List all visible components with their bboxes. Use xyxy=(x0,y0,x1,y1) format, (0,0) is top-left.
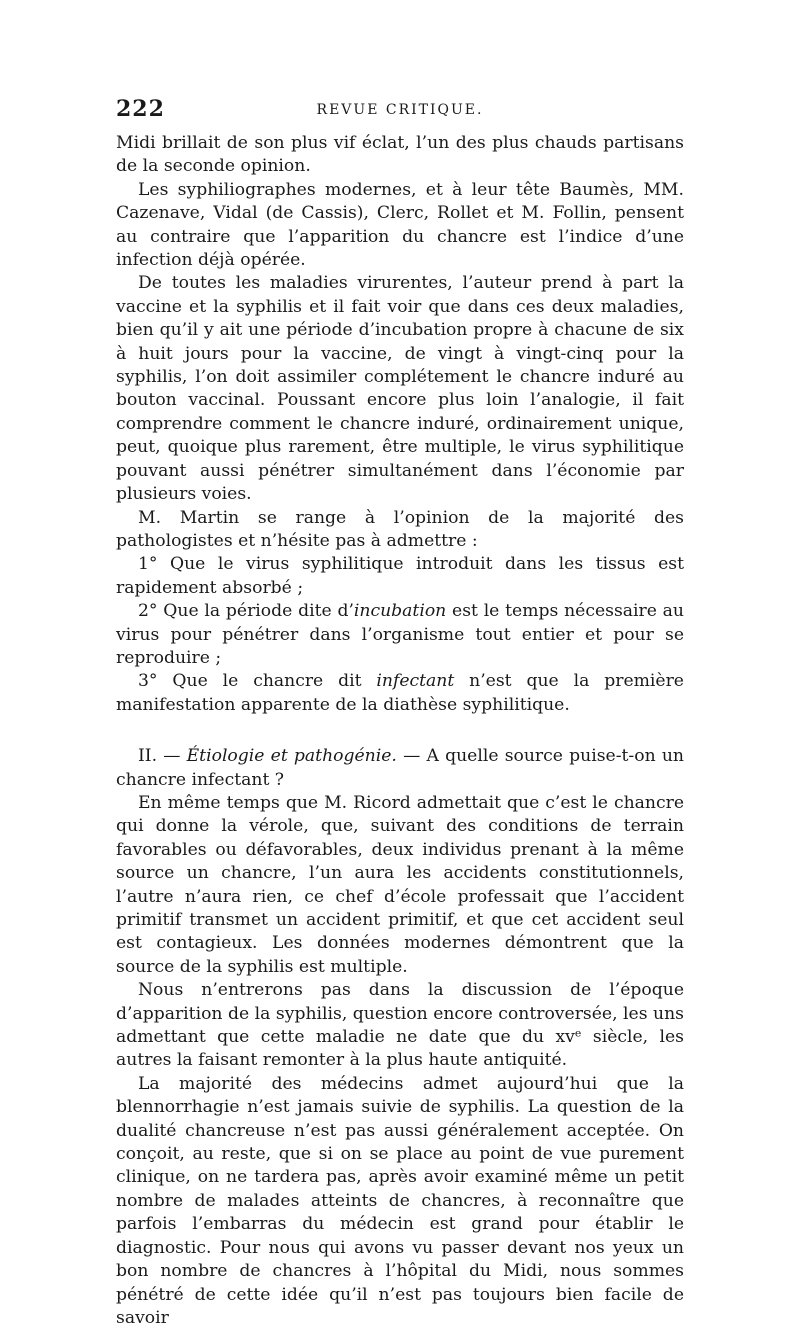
page-header xyxy=(116,96,684,132)
paragraph: En même temps que M. Ricord admettait que c’est le chancre qui donne la vérole, que, suivant des conditions de terrain favorables ou défavorables, deux individus prenant à la même source un chancre, l’un aura les accidents constitutionnels, l’autre n’aura rien, ce chef d’école professait que l’accident primitif transmet un accident primitif, et que cet accident seul est contagieux. Les données modernes démontrent que la source de la syphilis est multiple. xyxy=(116,792,684,977)
paragraph: De toutes les maladies virurentes, l’auteur prend à part la vaccine et la syphilis et il fait voir que dans ces deux maladies, bien qu’il y ait une période d’incubation propre à chacune de six à huit jours pour la vaccine, de vingt à vingt-cinq pour la syphilis, l’on doit assimiler complétement le chancre induré au bouton vaccinal. Poussant encore plus loin l’analogie, il fait comprendre comment le chancre induré, ordinairement unique, peut, quoique plus rarement, être multiple, le virus syphilitique pouvant aussi pénétrer simultanément dans l’économie par plusieurs voies. xyxy=(116,273,684,505)
paragraph: Midi brillait de son plus vif éclat, l’un des plus chauds partisans de la seconde opinion. xyxy=(116,133,684,177)
book-page xyxy=(116,96,684,1330)
body-text xyxy=(116,132,684,1330)
list-item: 2° Que la période dite d’incubation est le temps nécessaire au virus pour pénétrer dans l’organisme tout entier et pour se reproduire ; xyxy=(116,601,684,668)
section-spacer xyxy=(116,717,684,745)
section-heading: II. — Étiologie et pathogénie. — A quelle source puise-t-on un chancre infectant ? xyxy=(116,746,684,790)
list-item: 1° Que le virus syphilitique introduit dans les tissus est rapidement absorbé ; xyxy=(116,554,684,598)
paragraph: Nous n’entrerons pas dans la discussion de l’époque d’apparition de la syphilis, question encore controversée, les uns admettant que cette maladie ne date que du xvᵉ siècle, les autres la faisant remonter à la plus haute antiquité. xyxy=(116,980,684,1071)
page-number: 222 xyxy=(116,96,165,122)
running-head: REVUE CRITIQUE. xyxy=(316,102,484,118)
paragraph: La majorité des médecins admet aujourd’hui que la blennorrhagie n’est jamais suivie de syphilis. La question de la dualité chancreuse n’est pas aussi généralement acceptée. On conçoit, au reste, que si on se place au point de vue purement clinique, on ne tardera pas, après avoir examiné même un petit nombre de malades atteints de chancres, à reconnaître que parfois l’embarras du médecin est grand pour établir le diagnostic. Pour nous qui avons vu passer devant nos yeux un bon nombre de chancres à l’hôpital du Midi, nous sommes pénétré de cette idée qu’il n’est pas toujours bien facile de savoir xyxy=(116,1073,684,1328)
paragraph: M. Martin se range à l’opinion de la majorité des pathologistes et n’hésite pas à admettre : xyxy=(116,507,684,551)
section-title: Étiologie et pathogénie. xyxy=(186,746,397,767)
list-item: 3° Que le chancre dit infectant n’est que la première manifestation apparente de la diathèse syphilitique. xyxy=(116,671,684,715)
paragraph: Les syphiliographes modernes, et à leur tête Baumès, MM. Cazenave, Vidal (de Cassis), Clerc, Rollet et M. Follin, pensent au contraire que l’apparition du chancre est l’indice d’une infection déjà opérée. xyxy=(116,179,684,271)
